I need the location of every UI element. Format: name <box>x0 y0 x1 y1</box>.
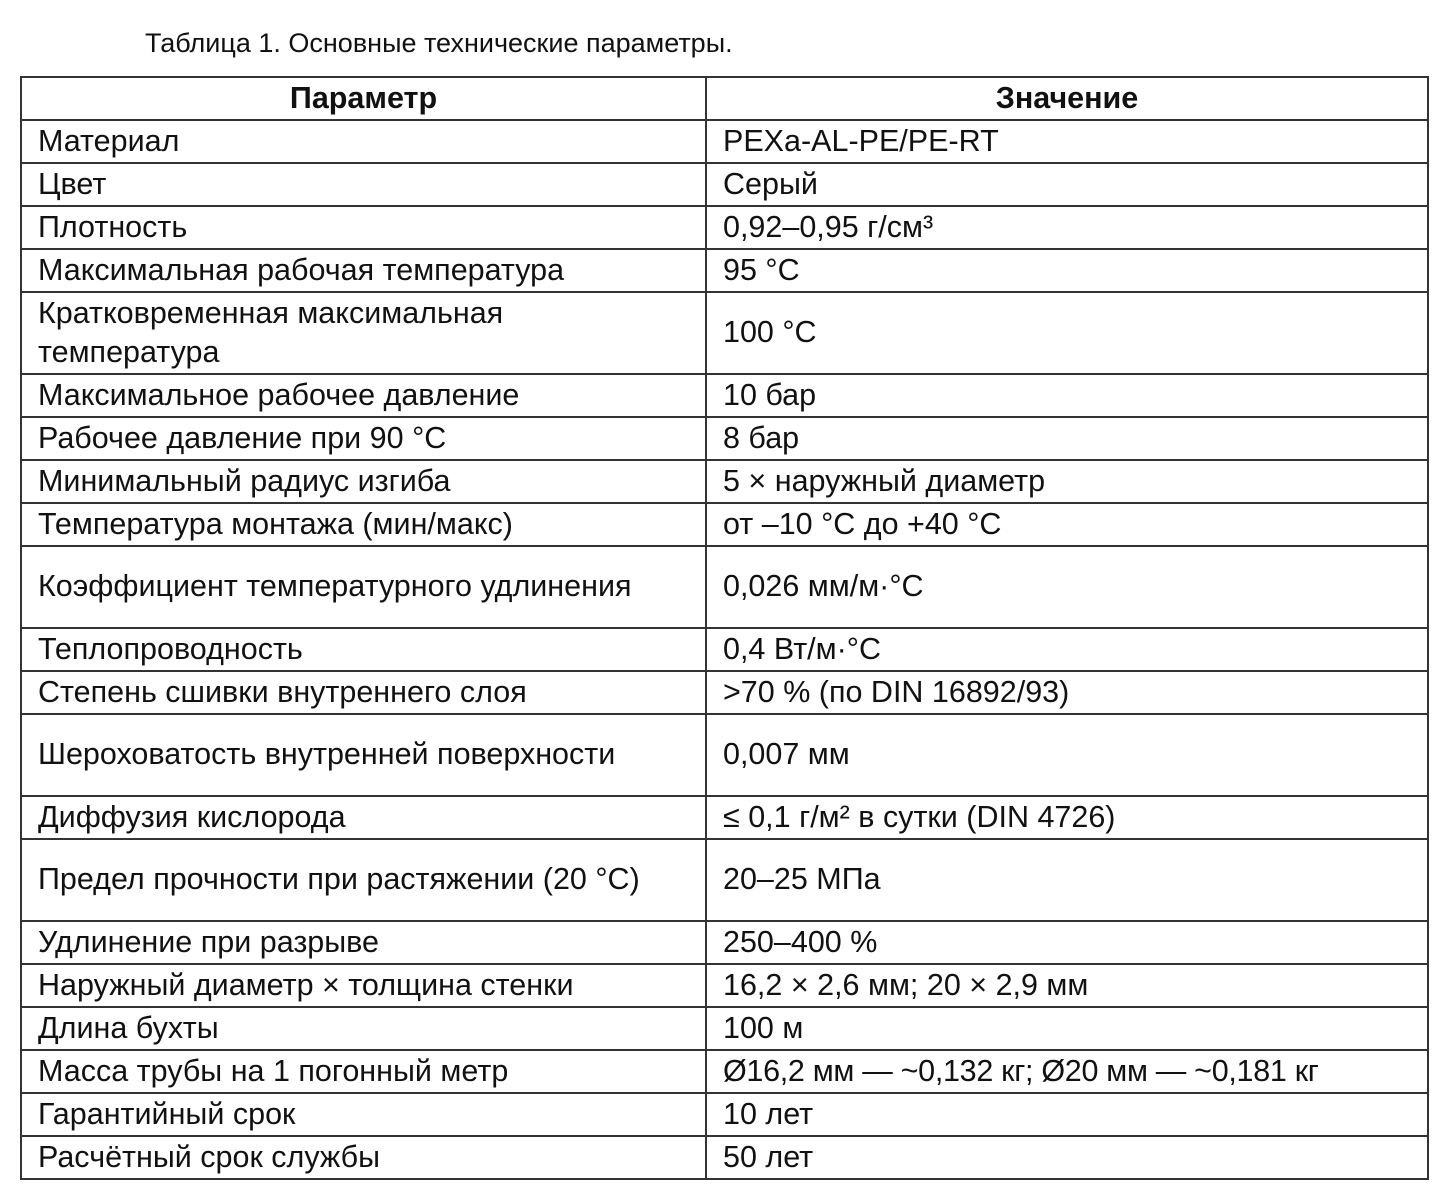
value-cell: 50 лет <box>706 1136 1428 1179</box>
table-header-row <box>21 77 1428 120</box>
value-cell: 0,026 мм/м·°C <box>706 546 1428 628</box>
parameter-cell: Гарантийный срок <box>21 1093 706 1136</box>
value-cell: Серый <box>706 163 1428 206</box>
value-cell: 16,2 × 2,6 мм; 20 × 2,9 мм <box>706 964 1428 1007</box>
value-cell: 0,007 мм <box>706 714 1428 796</box>
table-row <box>21 163 1428 206</box>
table-row <box>21 921 1428 964</box>
value-cell: 100 м <box>706 1007 1428 1050</box>
table-row <box>21 1136 1428 1179</box>
value-cell: 250–400 % <box>706 921 1428 964</box>
parameter-cell: Удлинение при разрыве <box>21 921 706 964</box>
table-row <box>21 796 1428 839</box>
table-row <box>21 503 1428 546</box>
parameter-cell: Диффузия кислорода <box>21 796 706 839</box>
column-header-value: Значение <box>706 77 1428 120</box>
parameter-cell: Максимальное рабочее давление <box>21 374 706 417</box>
parameter-cell: Плотность <box>21 206 706 249</box>
table-row <box>21 964 1428 1007</box>
table-row <box>21 292 1428 374</box>
value-cell: 0,92–0,95 г/см³ <box>706 206 1428 249</box>
parameter-cell: Степень сшивки внутреннего слоя <box>21 671 706 714</box>
parameter-cell: Шероховатость внутренней поверхности <box>21 714 706 796</box>
value-cell: >70 % (по DIN 16892/93) <box>706 671 1428 714</box>
parameter-cell: Коэффициент температурного удлинения <box>21 546 706 628</box>
table-row <box>21 249 1428 292</box>
value-cell: Ø16,2 мм — ~0,132 кг; Ø20 мм — ~0,181 кг <box>706 1050 1428 1093</box>
value-cell: ≤ 0,1 г/м² в сутки (DIN 4726) <box>706 796 1428 839</box>
parameter-cell: Кратковременная максимальная температура <box>21 292 706 374</box>
value-cell: 95 °C <box>706 249 1428 292</box>
value-cell: от –10 °C до +40 °C <box>706 503 1428 546</box>
table-row <box>21 714 1428 796</box>
table-row <box>21 417 1428 460</box>
value-cell: 0,4 Вт/м·°C <box>706 628 1428 671</box>
value-cell: PEXa-AL-PE/PE-RT <box>706 120 1428 163</box>
table-row <box>21 671 1428 714</box>
table-caption: Таблица 1. Основные технические параметры. <box>145 28 733 58</box>
parameter-cell: Рабочее давление при 90 °C <box>21 417 706 460</box>
parameter-cell: Наружный диаметр × толщина стенки <box>21 964 706 1007</box>
parameter-cell: Предел прочности при растяжении (20 °C) <box>21 839 706 921</box>
table-row <box>21 120 1428 163</box>
value-cell: 20–25 МПа <box>706 839 1428 921</box>
value-cell: 10 бар <box>706 374 1428 417</box>
value-cell: 8 бар <box>706 417 1428 460</box>
table-row <box>21 460 1428 503</box>
table-row <box>21 1007 1428 1050</box>
value-cell: 100 °C <box>706 292 1428 374</box>
table-row <box>21 546 1428 628</box>
table-row <box>21 839 1428 921</box>
table-row <box>21 206 1428 249</box>
parameter-cell: Длина бухты <box>21 1007 706 1050</box>
table-row <box>21 1050 1428 1093</box>
parameter-cell: Цвет <box>21 163 706 206</box>
parameter-cell: Максимальная рабочая температура <box>21 249 706 292</box>
value-cell: 10 лет <box>706 1093 1428 1136</box>
parameter-cell: Масса трубы на 1 погонный метр <box>21 1050 706 1093</box>
table-row <box>21 1093 1428 1136</box>
parameter-cell: Температура монтажа (мин/макс) <box>21 503 706 546</box>
parameter-cell: Расчётный срок службы <box>21 1136 706 1179</box>
parameter-cell: Теплопроводность <box>21 628 706 671</box>
table-row <box>21 628 1428 671</box>
column-header-parameter: Параметр <box>21 77 706 120</box>
table-body <box>21 120 1428 1179</box>
specifications-table <box>20 76 1429 1180</box>
value-cell: 5 × наружный диаметр <box>706 460 1428 503</box>
table-row <box>21 374 1428 417</box>
parameter-cell: Минимальный радиус изгиба <box>21 460 706 503</box>
parameter-cell: Материал <box>21 120 706 163</box>
